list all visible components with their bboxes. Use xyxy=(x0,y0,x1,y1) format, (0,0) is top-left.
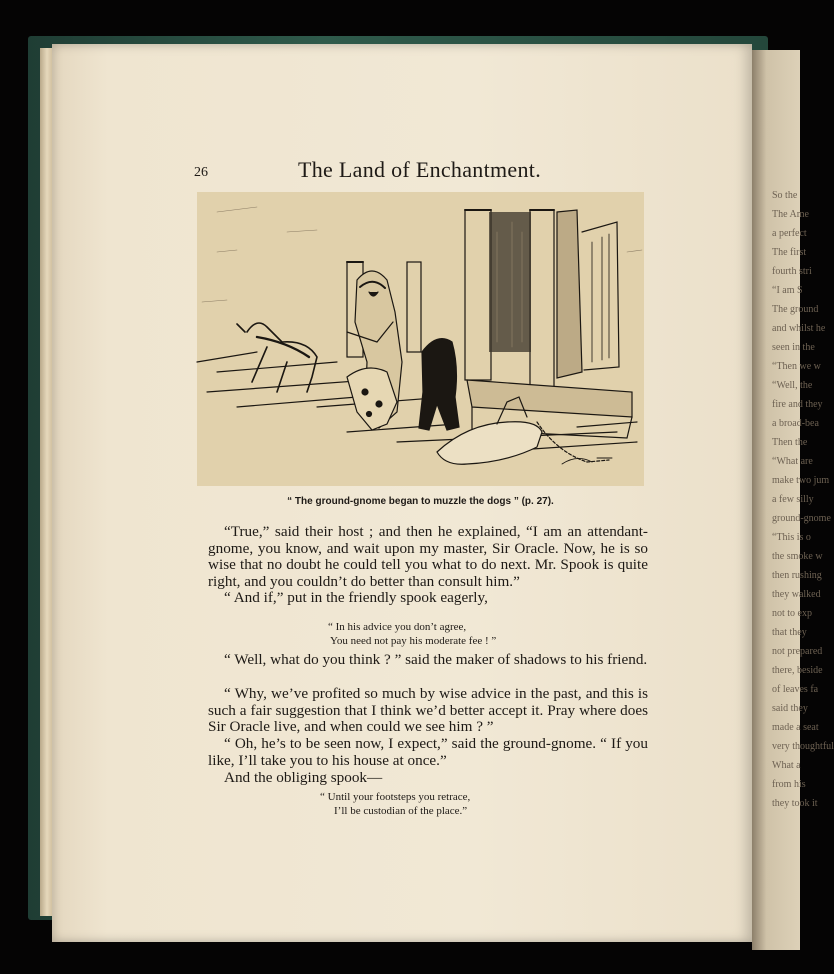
facing-page-fragment: “I am S xyxy=(772,285,803,296)
ink-illustration xyxy=(197,192,644,486)
facing-page-fragment: that they xyxy=(772,627,807,638)
verse-2 xyxy=(320,790,470,818)
facing-page-fragment: and whilst he xyxy=(772,323,826,334)
facing-page-fragment: make two jum xyxy=(772,475,830,486)
facing-page-fragment: a broad-bea xyxy=(772,418,819,429)
facing-page-fragment: “Then we w xyxy=(772,361,821,372)
facing-page-fragment: a few silly xyxy=(772,494,814,505)
facing-page-fragment: fourth stri xyxy=(772,266,812,277)
facing-page-fragment: made a seat xyxy=(772,722,819,733)
paragraph-3: “ Well, what do you think ? ” said the maker of shadows to his friend. xyxy=(224,651,648,668)
facing-page-fragment: the smoke w xyxy=(772,551,823,562)
book-page xyxy=(52,44,752,942)
facing-page-fragment: they took it xyxy=(772,798,818,809)
verse-2-line-1: “ Until your footsteps you retrace, xyxy=(320,791,471,803)
facing-page-fragment: they walked xyxy=(772,589,821,600)
facing-page-fragment: a perfect xyxy=(772,228,807,239)
facing-page-fragment: ground-gnome xyxy=(772,513,831,524)
facing-page-fragment: seen in the xyxy=(772,342,815,353)
illustration-plate xyxy=(197,192,644,486)
facing-page-fragment: The ground xyxy=(772,304,819,315)
facing-page-fragment: fire and they xyxy=(772,399,823,410)
verse-2-line-2: I’ll be custodian of the place.” xyxy=(334,805,468,817)
paragraph-2: “ And if,” put in the friendly spook eagerly, xyxy=(224,589,488,606)
verse-1-line-2: You need not pay his moderate fee ! ” xyxy=(330,635,497,647)
verse-1-line-1: “ In his advice you don’t agree, xyxy=(328,621,467,633)
paragraph-5: “ Oh, he’s to be seen now, I expect,” said the ground-gnome. “ If you like, I’ll take you to his house at once.” xyxy=(208,735,648,769)
facing-page-fragment: very thoughtful xyxy=(772,741,834,752)
illustration-caption: “ The ground-gnome began to muzzle the dogs ” (p. 27). xyxy=(287,496,554,507)
facing-page-fragment: Then the xyxy=(772,437,808,448)
facing-page-fragment: there, beside xyxy=(772,665,823,676)
verse-1 xyxy=(328,620,496,648)
facing-page xyxy=(752,50,834,950)
paragraph-6: And the obliging spook— xyxy=(224,769,383,786)
paragraph-1: “True,” said their host ; and then he explained, “I am an attendant-gnome, you know, and wait upon my master, Sir Oracle. Now, he is so wise that no doubt he could tell you what to do next. Mr. Spook is quite right, and you couldn’t do better than consult him.” xyxy=(208,523,648,590)
facing-page-fragment: said they xyxy=(772,703,808,714)
facing-page-fragment: not to exp xyxy=(772,608,812,619)
facing-page-fragment: “This is o xyxy=(772,532,811,543)
facing-page-fragment: then rushing xyxy=(772,570,822,581)
facing-page-fragment: “What are xyxy=(772,456,813,467)
facing-page-fragment: of leaves fa xyxy=(772,684,819,695)
page-number: 26 xyxy=(194,165,208,180)
facing-page-fragment: from his xyxy=(772,779,806,790)
facing-page-fragment: The Ame xyxy=(772,209,809,220)
running-head: The Land of Enchantment. xyxy=(298,157,542,182)
facing-page-fragment: not prepared xyxy=(772,646,823,657)
facing-page-fragment: What a xyxy=(772,760,801,771)
facing-page-fragment: “Well, the xyxy=(772,380,813,391)
paragraph-4: “ Why, we’ve profited so much by wise advice in the past, and this is such a fair suggestion that I think we’d better accept it. Pray where does Sir Oracle live, and when could we see him ? ” xyxy=(208,685,648,735)
facing-page-fragment: So the xyxy=(772,190,798,201)
facing-page-fragment: The first xyxy=(772,247,807,258)
